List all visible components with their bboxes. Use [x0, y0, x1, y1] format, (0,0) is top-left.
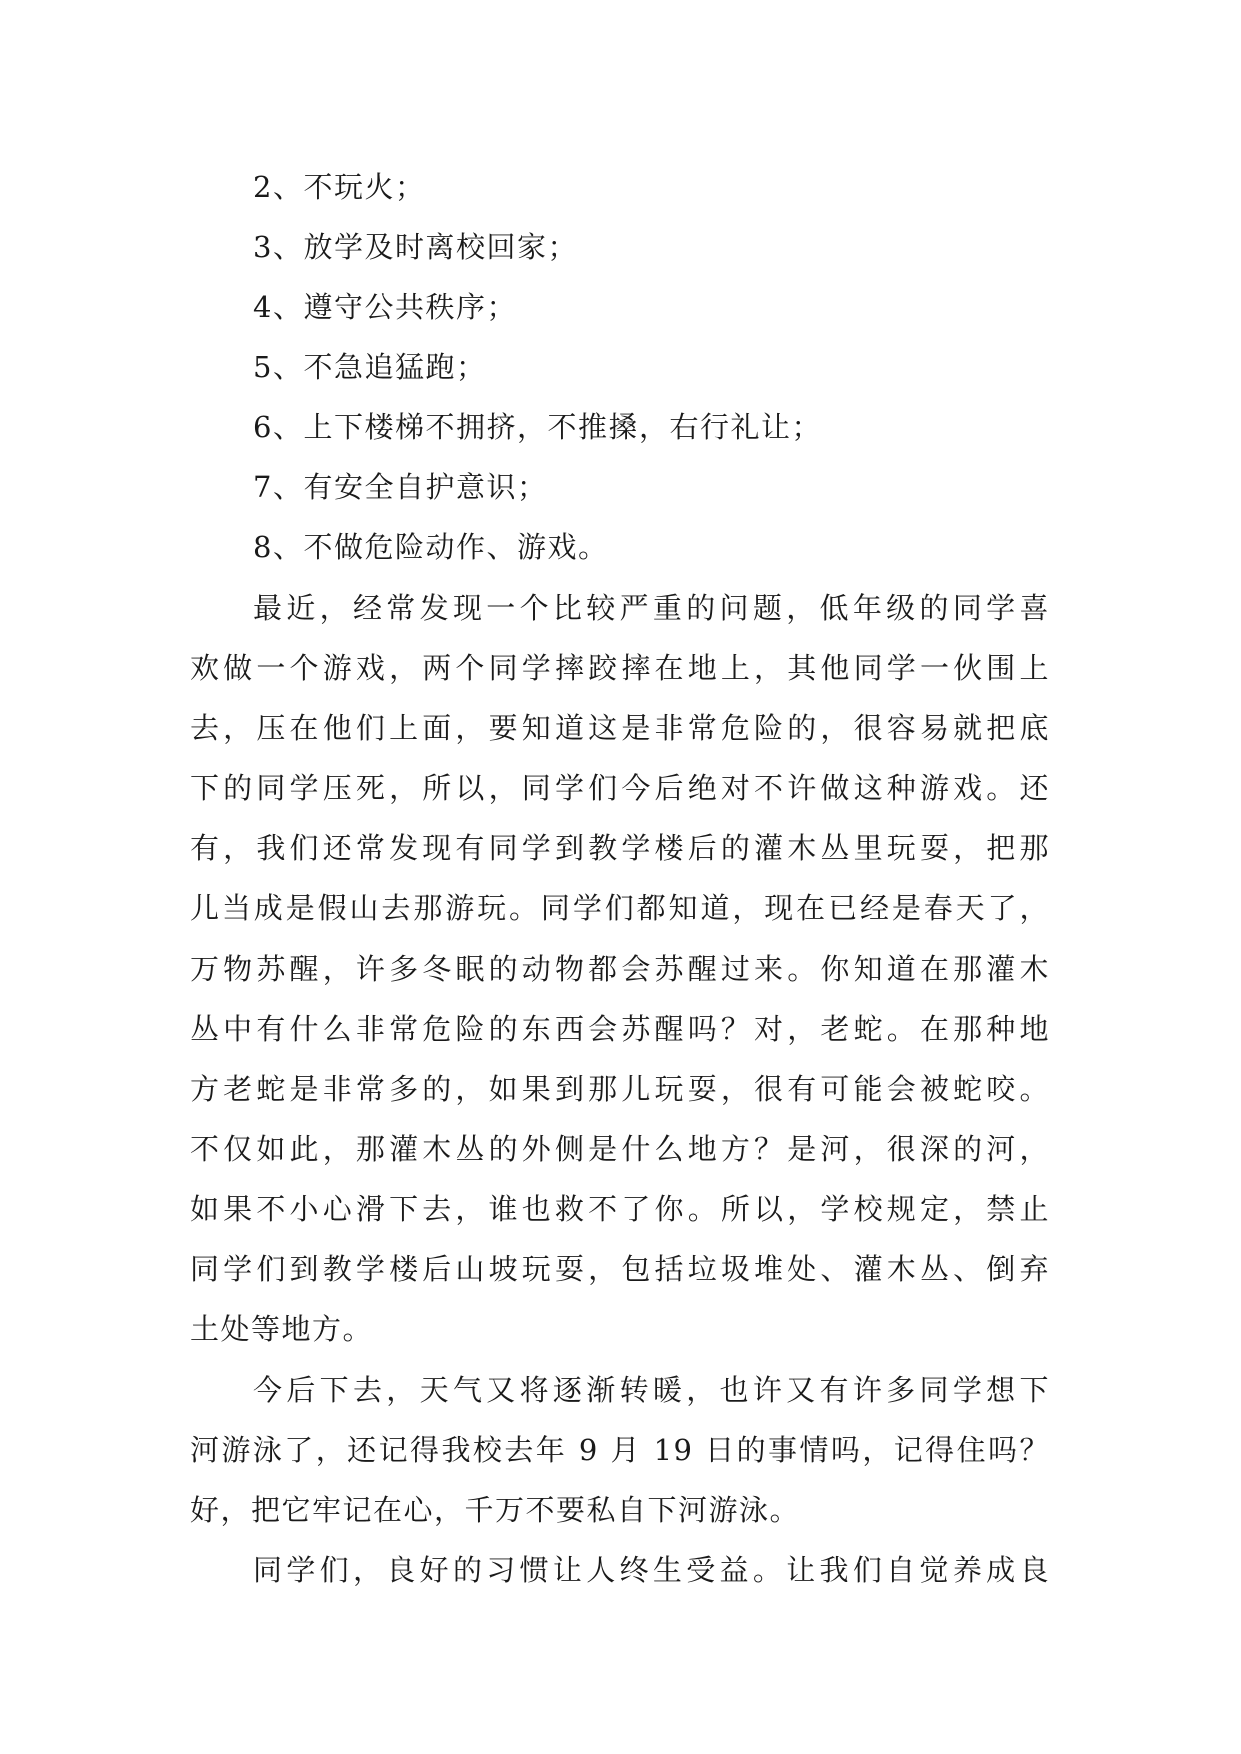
paragraph-line: 有，我们还常发现有同学到教学楼后的灌木丛里玩耍，把那: [190, 831, 1050, 865]
list-item-5: 5、不急追猛跑；: [253, 350, 487, 384]
list-item-4: 4、遵守公共秩序；: [253, 290, 517, 324]
paragraph-line: 儿当成是假山去那游玩。同学们都知道，现在已经是春天了，: [190, 891, 1050, 925]
paragraph-line: 方老蛇是非常多的，如果到那儿玩耍，很有可能会被蛇咬。: [190, 1072, 1050, 1106]
paragraph-line: 同学们，良好的习惯让人终生受益。让我们自觉养成良: [253, 1553, 1050, 1587]
paragraph-line: 丛中有什么非常危险的东西会苏醒吗？对，老蛇。在那种地: [190, 1012, 1050, 1046]
paragraph-line: 最近，经常发现一个比较严重的问题，低年级的同学喜: [253, 591, 1050, 625]
paragraph-line: 好，把它牢记在心，千万不要私自下河游泳。: [190, 1493, 801, 1527]
paragraph-line: 万物苏醒，许多冬眠的动物都会苏醒过来。你知道在那灌木: [190, 952, 1050, 986]
list-item-7: 7、有安全自护意识；: [253, 470, 548, 504]
paragraph-line: 如果不小心滑下去，谁也救不了你。所以，学校规定，禁止: [190, 1192, 1050, 1226]
paragraph-line: 今后下去，天气又将逐渐转暖，也许又有许多同学想下: [253, 1373, 1050, 1407]
paragraph-line: 同学们到教学楼后山坡玩耍，包括垃圾堆处、灌木丛、倒弃: [190, 1252, 1050, 1286]
list-item-6: 6、上下楼梯不拥挤，不推搡，右行礼让；: [253, 410, 822, 444]
paragraph-line: 河游泳了，还记得我校去年 9 月 19 日的事情吗，记得住吗？: [190, 1433, 1050, 1467]
list-item-2: 2、不玩火；: [253, 170, 426, 204]
list-item-8: 8、不做危险动作、游戏。: [253, 530, 609, 564]
paragraph-line: 去，压在他们上面，要知道这是非常危险的，很容易就把底: [190, 711, 1050, 745]
paragraph-line: 土处等地方。: [190, 1312, 374, 1346]
paragraph-line: 下的同学压死，所以，同学们今后绝对不许做这种游戏。还: [190, 771, 1050, 805]
paragraph-line: 欢做一个游戏，两个同学摔跤摔在地上，其他同学一伙围上: [190, 651, 1050, 685]
list-item-3: 3、放学及时离校回家；: [253, 230, 578, 264]
paragraph-line: 不仅如此，那灌木丛的外侧是什么地方？是河，很深的河，: [190, 1132, 1050, 1166]
